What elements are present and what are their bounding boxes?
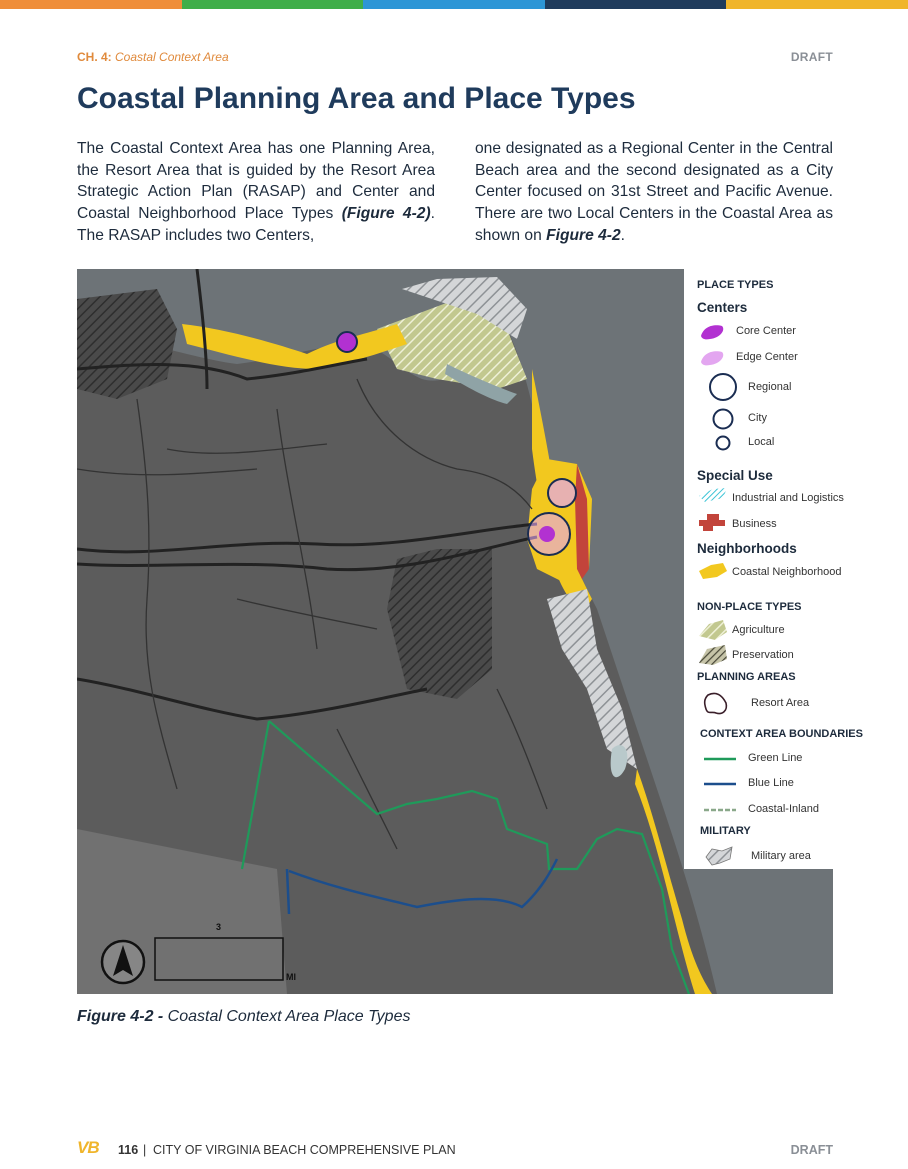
caption-label: Figure 4-2 - — [77, 1008, 164, 1025]
col2-figure-ref: Figure 4-2 — [546, 226, 621, 244]
col1-tail: . The RASAP includes two Centers, — [77, 205, 435, 244]
military-area-swatch — [702, 843, 736, 869]
local-center-north — [337, 332, 357, 352]
body-column-2 — [475, 138, 833, 247]
scale-unit: MI — [286, 972, 296, 982]
bar-orange — [0, 0, 182, 9]
chapter-label: CH. 4: — [77, 50, 112, 64]
legend-preservation: Preservation — [732, 649, 794, 661]
bar-green — [182, 0, 364, 9]
map-legend — [684, 269, 863, 869]
resort-area-swatch — [702, 689, 732, 719]
legend-planning-areas: PLANNING AREAS — [697, 671, 796, 683]
col1-text: The Coastal Context Area has one Planning Area, the Resort Area that is guided by the Resort Area Strategic Action Plan (RASAP) and Center and Coastal Neighborhood Place Types — [77, 140, 435, 223]
legend-business: Business — [732, 518, 777, 530]
legend-centers: Centers — [697, 300, 748, 315]
chapter-name: Coastal Context Area — [115, 50, 229, 64]
legend-non-place-types: NON-PLACE TYPES — [697, 601, 802, 613]
agriculture-swatch — [697, 618, 731, 642]
legend-agriculture: Agriculture — [732, 624, 785, 636]
col1-figure-ref: (Figure 4-2) — [341, 205, 431, 223]
scale-value: 3 — [216, 922, 222, 932]
footer-title: CITY OF VIRGINIA BEACH COMPREHENSIVE PLAN — [153, 1143, 456, 1157]
legend-resort-area: Resort Area — [751, 697, 810, 709]
col2-text: one designated as a Regional Center in the Central Beach area and the second designated as a City Center focused on 31st Street and Pacific Avenue. There are two Local Centers in the Coastal Area as shown on — [475, 140, 833, 244]
core-center-swatch — [698, 322, 728, 342]
legend-neighborhoods: Neighborhoods — [697, 541, 797, 556]
legend-city: City — [748, 412, 767, 424]
legend-special-use: Special Use — [697, 468, 773, 483]
chapter-header — [77, 50, 229, 64]
coastal-neighborhood-swatch — [697, 559, 731, 581]
legend-core-center: Core Center — [736, 325, 796, 337]
green-line-swatch — [700, 755, 740, 763]
legend-green-line: Green Line — [748, 752, 803, 764]
legend-coastal-inland: Coastal-Inland — [748, 803, 819, 815]
top-color-bar — [0, 0, 908, 9]
industrial-swatch — [697, 486, 729, 504]
footer-draft: DRAFT — [790, 1143, 833, 1157]
page-number: 116 — [118, 1143, 139, 1157]
footer-separator: | — [143, 1143, 147, 1157]
vb-logo: VB — [77, 1138, 99, 1157]
body-column-1 — [77, 138, 435, 247]
preservation-swatch — [697, 643, 731, 667]
business-swatch — [697, 510, 729, 532]
regional-swatch — [708, 372, 740, 404]
draft-header: DRAFT — [790, 50, 833, 64]
legend-coastal-neighborhood: Coastal Neighborhood — [732, 566, 842, 578]
legend-military: MILITARY — [700, 825, 751, 837]
legend-place-types: PLACE TYPES — [697, 279, 774, 291]
coastal-inland-swatch — [700, 806, 740, 814]
caption-text: Coastal Context Area Place Types — [163, 1008, 411, 1025]
page-title: Coastal Planning Area and Place Types — [77, 82, 636, 115]
local-swatch — [714, 434, 734, 454]
edge-center-swatch — [698, 348, 728, 368]
bar-yellow — [726, 0, 908, 9]
legend-military-area: Military area — [751, 850, 811, 862]
bar-blue — [363, 0, 545, 9]
bar-navy — [545, 0, 727, 9]
city-center — [548, 479, 576, 507]
legend-industrial: Industrial and Logistics — [732, 492, 844, 504]
legend-edge-center: Edge Center — [736, 351, 798, 363]
col2-tail: . — [620, 226, 625, 244]
city-swatch — [712, 408, 738, 434]
page-footer — [77, 1138, 833, 1162]
legend-blue-line: Blue Line — [748, 777, 794, 789]
legend-context-boundaries: CONTEXT AREA BOUNDARIES — [700, 728, 863, 740]
legend-local: Local — [748, 436, 775, 448]
blue-line-swatch — [700, 780, 740, 788]
regional-core — [539, 526, 555, 542]
legend-regional: Regional — [748, 381, 792, 393]
figure-caption — [77, 1008, 410, 1026]
